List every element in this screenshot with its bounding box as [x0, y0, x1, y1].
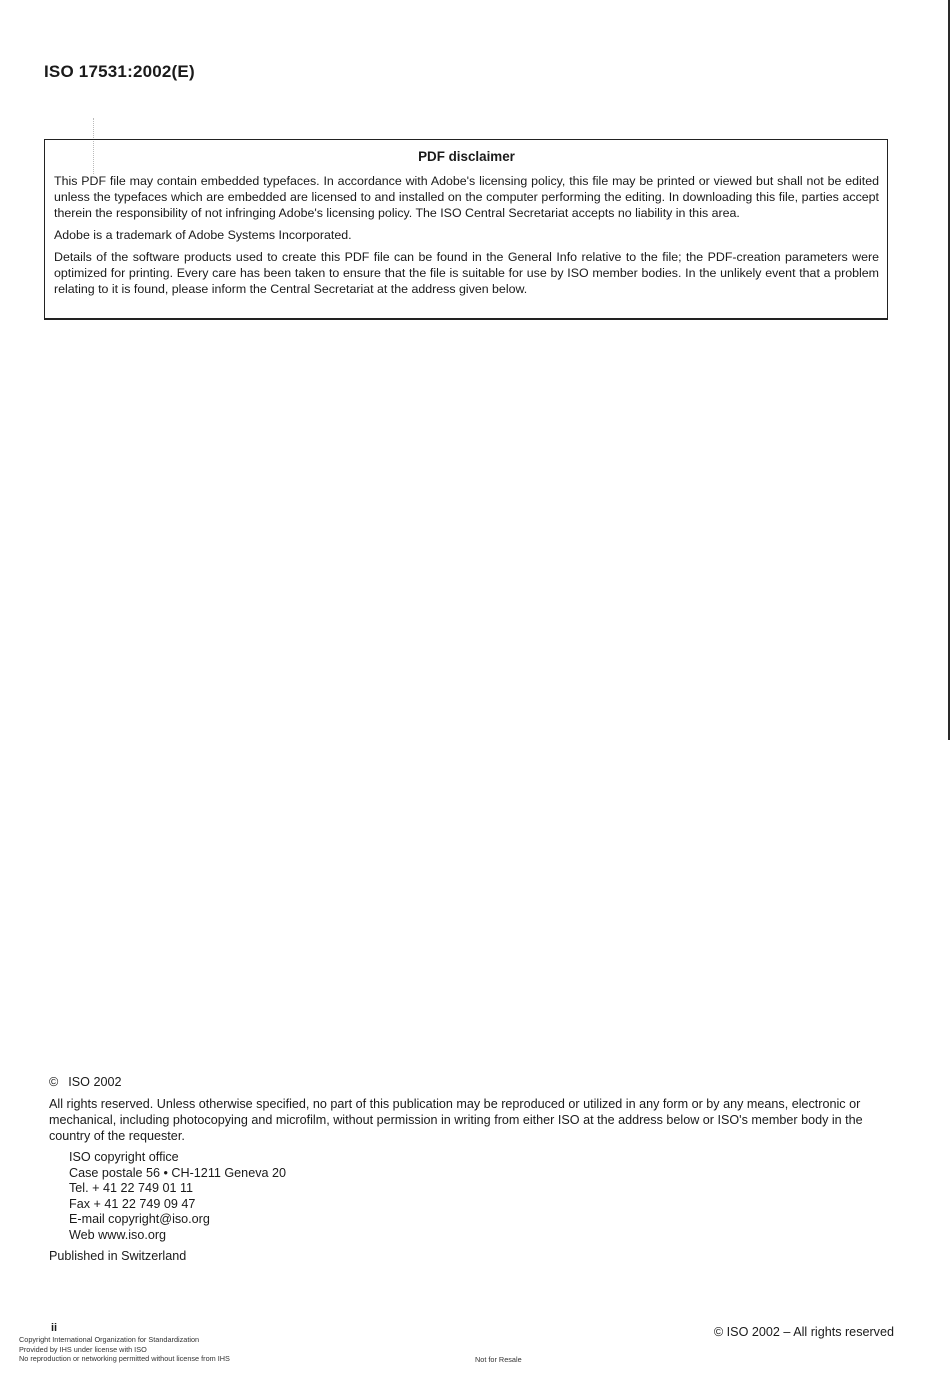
disclaimer-paragraph-typefaces: This PDF file may contain embedded typefaces. In accordance with Adobe's licensing policy, this file may be printed or viewed but shall not be edited unless the typefaces which are embedded are licensed to and installed on the computer performing the editing. In downloading this file, parties accept therein the responsibility of not infringing Adobe's licensing policy. The ISO Central Secretariat accepts no liability in this area. — [54, 174, 879, 220]
address-email: E-mail copyright@iso.org — [69, 1212, 210, 1227]
copyright-symbol: © — [49, 1075, 59, 1089]
page-number: ii — [51, 1322, 58, 1334]
address-fax: Fax + 41 22 749 09 47 — [69, 1196, 196, 1211]
copyright-year-line — [49, 1074, 897, 1090]
address-office: ISO copyright office — [69, 1150, 179, 1164]
document-id: ISO 17531:2002(E) — [44, 62, 195, 81]
address-web: Web www.iso.org — [69, 1227, 167, 1242]
ihs-line: No reproduction or networking permitted without license from IHS — [19, 1354, 230, 1363]
ihs-license-notice — [19, 1335, 230, 1364]
ihs-line: Provided by IHS under license with ISO — [19, 1344, 147, 1354]
published-in: Published in Switzerland — [49, 1248, 187, 1263]
address-postal: Case postale 56 • CH-1211 Geneva 20 — [69, 1165, 287, 1180]
copyright-office-address — [69, 1150, 897, 1244]
rights-reserved-text: All rights reserved. Unless otherwise specified, no part of this publication may be reproduced or utilized in any form or by any means, electronic or mechanical, including photocopying and microfilm, without permission in writing from either ISO at the address below or ISO's member body in the country of the requester. — [49, 1097, 863, 1143]
disclaimer-paragraph-trademark: Adobe is a trademark of Adobe Systems Incorporated. — [54, 228, 352, 242]
disclaimer-title: PDF disclaimer — [418, 149, 515, 164]
ihs-line: Copyright International Organization for Standardization — [19, 1335, 200, 1344]
copyright-year: ISO 2002 — [68, 1075, 122, 1089]
address-tel: Tel. + 41 22 749 01 11 — [69, 1181, 194, 1196]
footer-copyright: © ISO 2002 – All rights reserved — [713, 1325, 894, 1339]
disclaimer-paragraph-details: Details of the software products used to create this PDF file can be found in the General Info relative to the file; the PDF-creation parameters were optimized for printing. Every care has been taken to ensure that the file is suitable for use by ISO member bodies. In the unlikely event that a problem relating to it is found, please inform the Central Secretariat at the address given below. — [54, 250, 879, 296]
pdf-disclaimer-box — [44, 139, 888, 320]
not-for-resale: Not for Resale — [475, 1355, 522, 1364]
copyright-block — [49, 1074, 897, 1264]
